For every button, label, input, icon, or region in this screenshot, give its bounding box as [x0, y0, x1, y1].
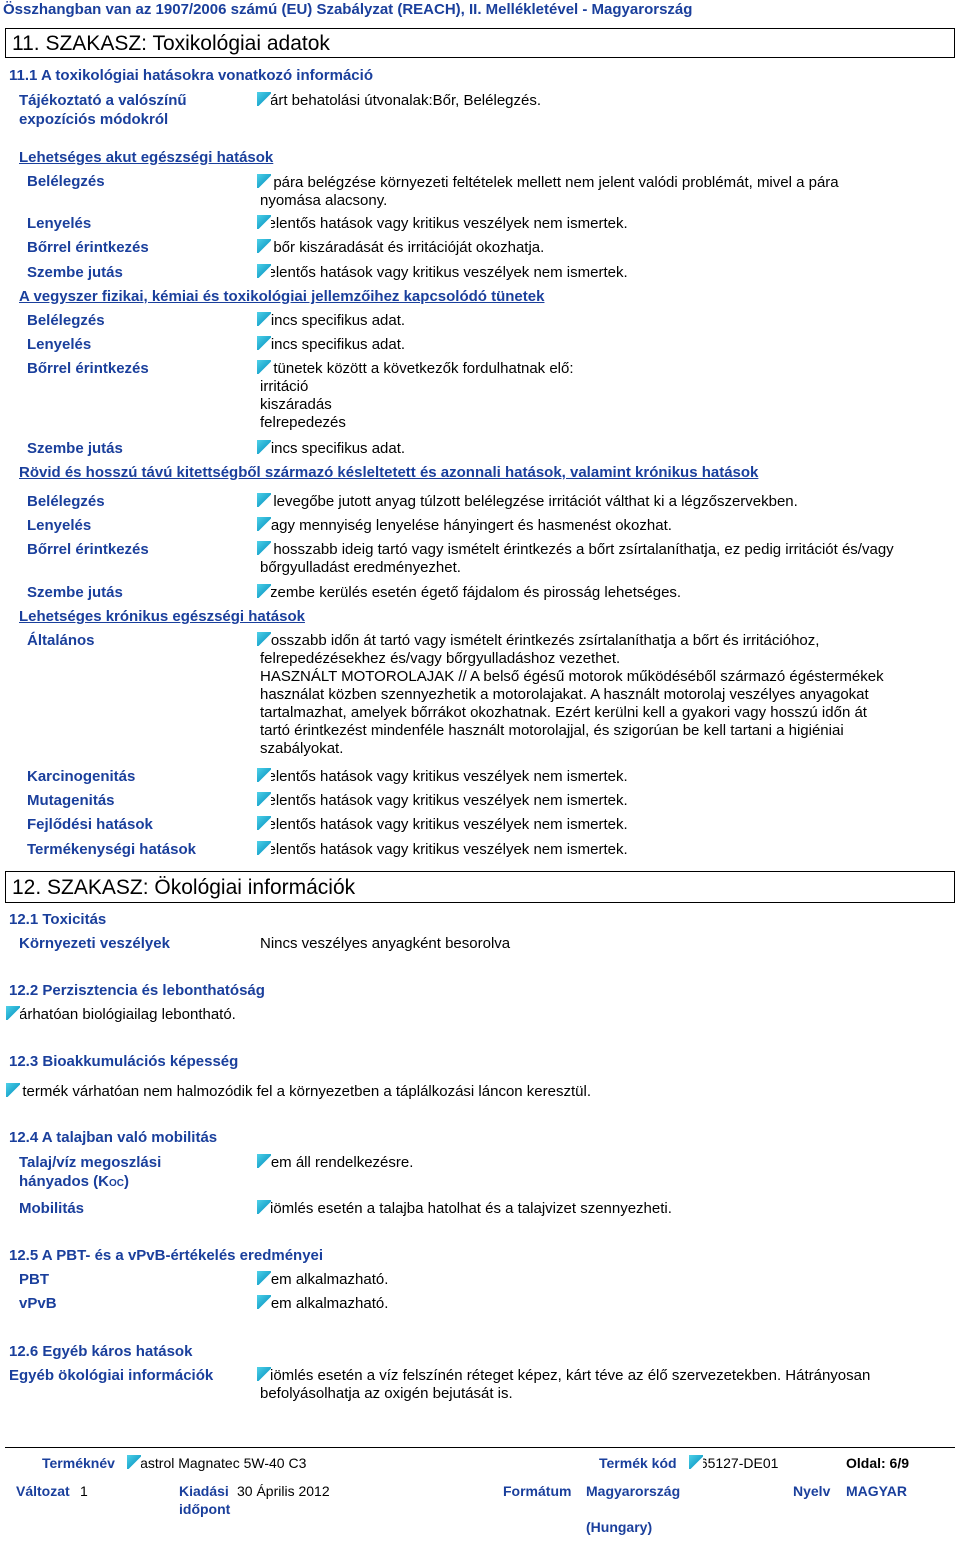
- symptoms-eye-value: Nincs specifikus adat.: [260, 440, 406, 457]
- persistence-value: Várhatóan biológiailag lebontható.: [9, 1006, 236, 1023]
- delayed-ingestion-value: Nagy mennyiség lenyelése hányingert és hasmenést okozhat.: [260, 517, 672, 534]
- chronic-general-value: Hosszabb időn át tartó vagy ismételt érintkezés zsírtalaníthatja a bőrt és irritációhoz, felrepedézésekhez és/vagy bőrgyulladáshoz vezethet. HASZNÁLT MOTOROLAJAK // A belső égésű motorok működéséből származó égéstermékek használat közben szennyezhetik a motorolajakat. A használt motorolaj veszélyes anyagokat tartalmazhat, amelyek bőrrákot okozhatnak. Ezért kerülni kell a gyakori vagy hosszú időn át tartó érintkezést mindenféle használt motorolajjal, és szigorúan be kell tartani a higiéniai szabályokat.: [260, 632, 884, 757]
- chronic-mutagenicity-label: Mutagenitás: [27, 792, 115, 809]
- symptoms-eye-label: Szembe jutás: [27, 440, 123, 457]
- bioaccumulation-value: A termék várhatóan nem halmozódik fel a környezetben a táplálkozási láncon keresztül.: [9, 1083, 591, 1100]
- chronic-developmental-label: Fejlődési hatások: [27, 816, 153, 833]
- acute-skin-value: A bőr kiszáradását és irritációját okozhatja.: [260, 239, 545, 256]
- footer-format-value: Magyarország: [586, 1483, 681, 1499]
- soil-water-partition-label: Talaj/víz megoszlási hányados (KOC): [19, 1154, 162, 1190]
- acute-ingestion-label: Lenyelés: [27, 215, 92, 232]
- footer-format-label: Formátum: [503, 1483, 572, 1499]
- document-header: Összhangban van az 1907/2006 számú (EU) Szabályzat (REACH), II. Mellékletével - Magyarország: [3, 1, 693, 18]
- mobility-label: Mobilitás: [19, 1200, 85, 1217]
- acute-eye-value: Jelentős hatások vagy kritikus veszélyek nem ismertek.: [260, 264, 628, 281]
- subsection-12-5-heading: 12.5 A PBT- és a vPvB-értékelés eredményei: [9, 1247, 324, 1264]
- subsection-12-4-heading: 12.4 A talajban való mobilitás: [9, 1129, 218, 1146]
- exposure-label: Tájékoztató a valószínű expozíciós módokról: [19, 92, 187, 128]
- section-12-title: 12. SZAKASZ: Ökológiai információk: [5, 871, 955, 903]
- symptoms-inhalation-value: Nincs specifikus adat.: [260, 312, 406, 329]
- chronic-fertility-label: Termékenységi hatások: [27, 841, 196, 858]
- acute-inhalation-value: A pára belégzése környezeti feltételek mellett nem jelent valódi problémát, mivel a pára nyomása alacsony.: [260, 174, 839, 209]
- footer-version: 1: [80, 1483, 88, 1499]
- chronic-mutagenicity-value: Jelentős hatások vagy kritikus veszélyek nem ismertek.: [260, 792, 628, 809]
- environmental-hazards-label: Környezeti veszélyek: [19, 935, 170, 952]
- acute-eye-label: Szembe jutás: [27, 264, 123, 281]
- acute-ingestion-value: Jelentős hatások vagy kritikus veszélyek nem ismertek.: [260, 215, 628, 232]
- environmental-hazards-value: Nincs veszélyes anyagként besorolva: [260, 935, 511, 952]
- footer-product-code: 465127-DE01: [692, 1455, 779, 1471]
- subsection-12-2-heading: 12.2 Perzisztencia és lebonthatóság: [9, 982, 265, 999]
- delayed-skin-value: A hosszabb ideig tartó vagy ismételt érintkezés a bőrt zsírtalaníthatja, ez pedig irritációt és/vagy bőrgyulladást eredményezhet.: [260, 541, 894, 576]
- mobility-value: Kiömlés esetén a talajba hatolhat és a talajvizet szennyezheti.: [260, 1200, 672, 1217]
- chronic-effects-heading: Lehetséges krónikus egészségi hatások: [19, 608, 305, 625]
- delayed-eye-value: Szembe kerülés esetén égető fájdalom és pirosság lehetséges.: [260, 584, 682, 601]
- acute-effects-heading: Lehetséges akut egészségi hatások: [19, 149, 274, 166]
- subsection-12-6-heading: 12.6 Egyéb káros hatások: [9, 1343, 193, 1360]
- other-ecological-value: Kiömlés esetén a víz felszínén réteget képez, kárt téve az élő szervezetekben. Hátrányosan befolyásolhatja az oxigén bejutását is.: [260, 1367, 871, 1402]
- chronic-developmental-value: Jelentős hatások vagy kritikus veszélyek nem ismertek.: [260, 816, 628, 833]
- footer-product-code-label: Termék kód: [599, 1455, 677, 1471]
- footer-format-value-sub: (Hungary): [586, 1519, 653, 1535]
- footer-language-value: MAGYAR: [846, 1483, 907, 1499]
- delayed-skin-label: Bőrrel érintkezés: [27, 541, 149, 558]
- footer-page-number: Oldal: 6/9: [846, 1455, 910, 1471]
- delayed-effects-heading: Rövid és hosszú távú kitettségből származó késleltetett és azonnali hatások, valamint krónikus hatások: [19, 464, 759, 481]
- footer-product-name-label: Terméknév: [42, 1455, 115, 1471]
- vpvb-value: Nem alkalmazható.: [260, 1295, 389, 1312]
- chronic-carcinogenicity-label: Karcinogenitás: [27, 768, 136, 785]
- chronic-fertility-value: Jelentős hatások vagy kritikus veszélyek nem ismertek.: [260, 841, 628, 858]
- delayed-inhalation-label: Belélegzés: [27, 493, 105, 510]
- footer-issue-date: 30 Április 2012: [237, 1483, 330, 1499]
- symptoms-ingestion-label: Lenyelés: [27, 336, 92, 353]
- footer-product-name: Castrol Magnatec 5W-40 C3: [130, 1455, 307, 1471]
- footer-version-label: Változat: [16, 1483, 70, 1499]
- symptoms-inhalation-label: Belélegzés: [27, 312, 105, 329]
- delayed-inhalation-value: A levegőbe jutott anyag túlzott belélegzése irritációt válthat ki a légzőszervekben.: [260, 493, 798, 510]
- pbt-value: Nem alkalmazható.: [260, 1271, 389, 1288]
- pbt-label: PBT: [19, 1271, 49, 1288]
- subsection-12-1-heading: 12.1 Toxicitás: [9, 911, 107, 928]
- soil-water-partition-value: Nem áll rendelkezésre.: [260, 1154, 414, 1171]
- chronic-carcinogenicity-value: Jelentős hatások vagy kritikus veszélyek nem ismertek.: [260, 768, 628, 785]
- vpvb-label: vPvB: [19, 1295, 57, 1312]
- footer-divider: [5, 1447, 955, 1448]
- exposure-value: Várt behatolási útvonalak:Bőr, Belélegzés.: [260, 92, 542, 109]
- footer-language-label: Nyelv: [793, 1483, 831, 1499]
- symptoms-heading: A vegyszer fizikai, kémiai és toxikológiai jellemzőihez kapcsolódó tünetek: [19, 288, 545, 305]
- symptoms-skin-value: A tünetek között a következők fordulhatnak elő: irritáció kiszáradás felrepedezés: [260, 360, 574, 431]
- acute-skin-label: Bőrrel érintkezés: [27, 239, 149, 256]
- footer-issue-label: Kiadási időpont: [179, 1483, 231, 1517]
- delayed-ingestion-label: Lenyelés: [27, 517, 92, 534]
- chronic-general-label: Általános: [27, 632, 95, 649]
- subsection-11-1-heading: 11.1 A toxikológiai hatásokra vonatkozó információ: [9, 67, 373, 84]
- symptoms-skin-label: Bőrrel érintkezés: [27, 360, 149, 377]
- section-11-title: 11. SZAKASZ: Toxikológiai adatok: [5, 28, 955, 58]
- delayed-eye-label: Szembe jutás: [27, 584, 123, 601]
- other-ecological-label: Egyéb ökológiai információk: [9, 1367, 214, 1384]
- symptoms-ingestion-value: Nincs specifikus adat.: [260, 336, 406, 353]
- acute-inhalation-label: Belélegzés: [27, 173, 105, 190]
- subsection-12-3-heading: 12.3 Bioakkumulációs képesség: [9, 1053, 239, 1070]
